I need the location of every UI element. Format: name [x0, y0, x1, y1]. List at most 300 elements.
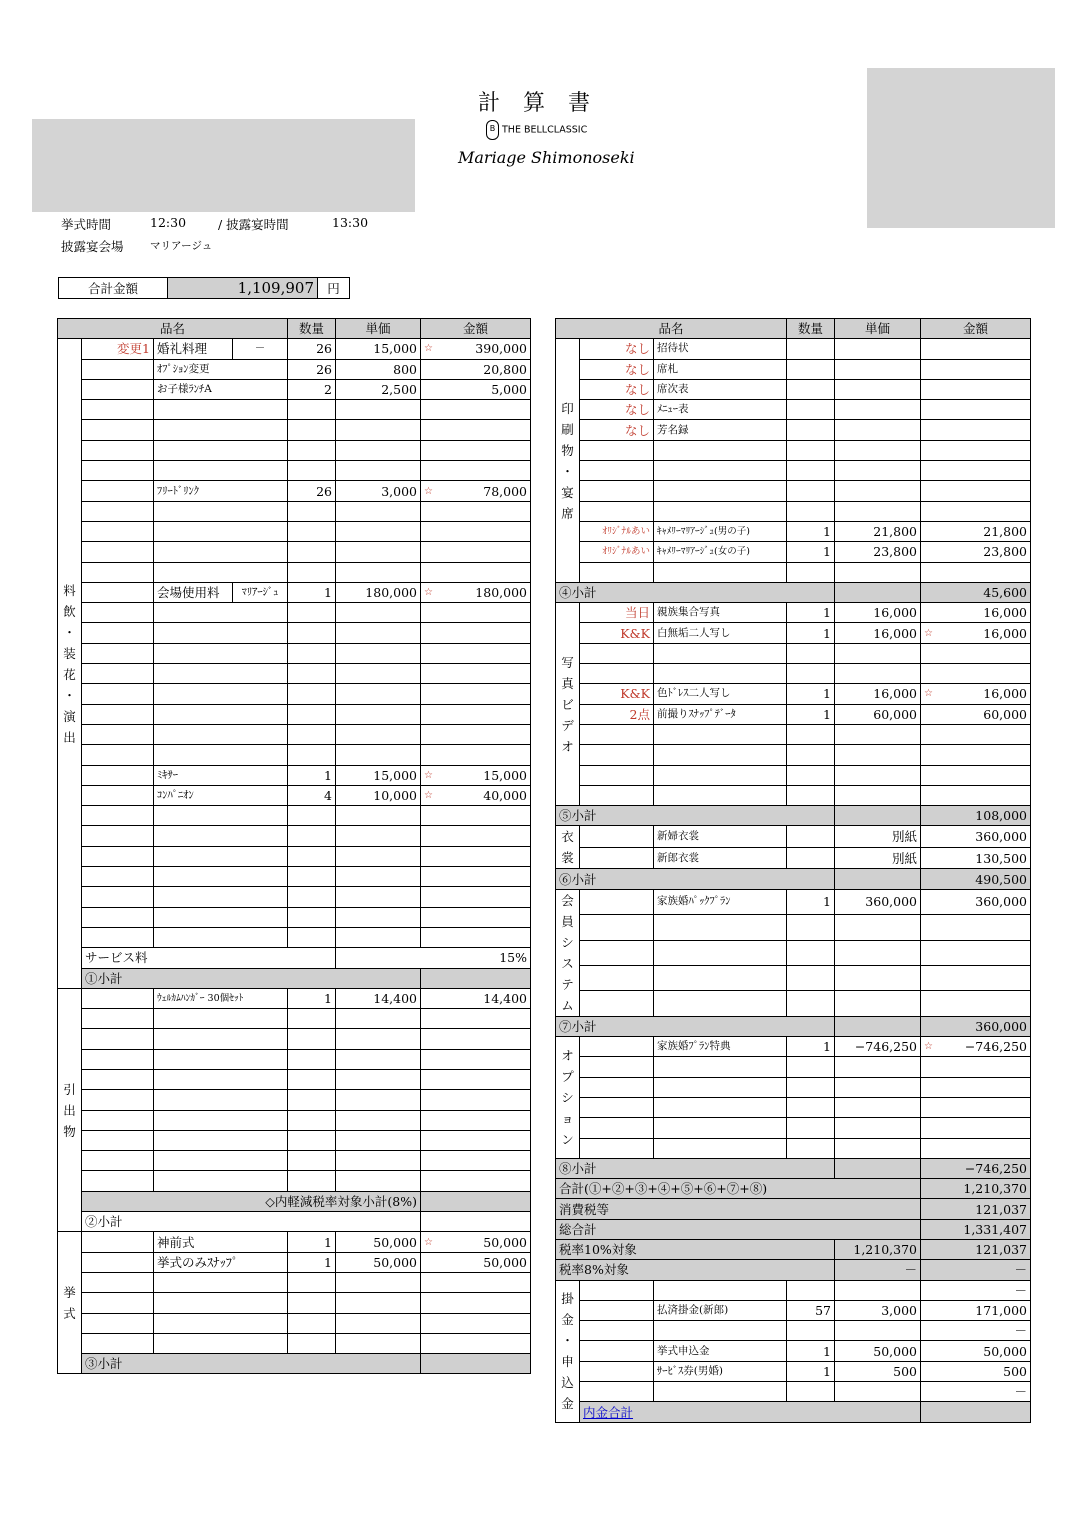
item-qty — [787, 745, 835, 765]
item-price — [336, 867, 421, 887]
item-amount — [421, 785, 531, 805]
item-tag — [82, 359, 154, 379]
item-tag — [580, 481, 654, 501]
category-char: 写 — [561, 654, 574, 670]
item-qty — [787, 724, 835, 744]
category-char: ョ — [561, 1110, 574, 1126]
item-amount — [921, 765, 1031, 785]
subtotal-5-amount: 108,000 — [921, 806, 1031, 826]
star-icon: ☆ — [424, 587, 433, 598]
item-qty — [787, 420, 835, 440]
item-price — [336, 1272, 421, 1292]
item-name: ﾌﾘｰﾄﾞﾘﾝｸ — [154, 481, 288, 501]
item-tag — [580, 562, 654, 582]
table-row — [556, 400, 1031, 420]
item-tag — [580, 1057, 654, 1077]
table-row — [556, 1057, 1031, 1077]
table-row — [58, 1029, 531, 1049]
item-price — [336, 1151, 421, 1171]
item-name-wrap — [154, 583, 287, 602]
table-row — [58, 440, 531, 460]
item-price — [835, 379, 921, 399]
item-tag — [580, 1037, 654, 1057]
table-row — [58, 948, 531, 968]
item-tag: 変更1 — [82, 339, 154, 359]
item-qty: 2 — [288, 379, 336, 399]
tax-total-label: 消費税等 — [556, 1199, 921, 1219]
header-name: 品名 — [556, 319, 787, 339]
item-qty — [787, 1077, 835, 1097]
item-name — [654, 1057, 787, 1077]
table-row — [58, 1151, 531, 1171]
table-row — [58, 1212, 531, 1232]
table-row — [556, 1382, 1031, 1402]
subtotal-4-pad — [835, 582, 921, 602]
service-rate: 15% — [336, 948, 531, 968]
item-amount — [421, 481, 531, 501]
item-tag — [82, 1110, 154, 1130]
item-tag — [82, 846, 154, 866]
deposit-total-link[interactable]: 内金合計 — [583, 1404, 634, 1420]
star-icon: ☆ — [924, 627, 933, 639]
item-price — [835, 965, 921, 990]
category-char: 花 — [63, 666, 76, 682]
category-char: 飲 — [63, 603, 76, 619]
item-amount — [421, 1313, 531, 1333]
item-qty — [288, 684, 336, 704]
table-row — [58, 603, 531, 623]
table-row — [556, 889, 1031, 914]
item-qty — [288, 542, 336, 562]
item-tag — [82, 603, 154, 623]
item-amount — [921, 724, 1031, 744]
item-amount — [421, 867, 531, 887]
item-price: 別紙 — [835, 847, 921, 869]
subtotal-5-pad — [835, 806, 921, 826]
item-tag — [580, 991, 654, 1016]
item-price — [835, 420, 921, 440]
item-tag — [580, 440, 654, 460]
tax8-amount: － — [921, 1260, 1031, 1280]
item-price — [835, 400, 921, 420]
item-amount — [421, 887, 531, 907]
table-row — [556, 940, 1031, 965]
item-price — [835, 461, 921, 481]
brand-mark-icon: B — [486, 120, 499, 140]
item-tag: K&K — [580, 623, 654, 643]
star-icon: ☆ — [424, 343, 433, 355]
item-qty — [288, 927, 336, 947]
item-name — [654, 915, 787, 940]
item-name — [654, 481, 787, 501]
item-name: ﾒﾆｭｰ表 — [654, 400, 787, 420]
item-amount — [421, 846, 531, 866]
item-price — [336, 521, 421, 541]
table-row — [58, 1171, 531, 1191]
table-row — [58, 521, 531, 541]
item-amount — [921, 643, 1031, 663]
item-tag — [82, 1171, 154, 1191]
item-amount — [421, 623, 531, 643]
item-tag — [580, 664, 654, 684]
item-name — [154, 745, 288, 765]
item-tag — [82, 1333, 154, 1353]
item-name — [154, 1130, 288, 1150]
item-amount — [421, 826, 531, 846]
category-char: 員 — [561, 913, 574, 929]
item-price — [835, 643, 921, 663]
table-row — [556, 1199, 1031, 1219]
item-tag — [82, 1090, 154, 1110]
total-amount-box — [58, 277, 350, 299]
item-amount: 171,000 — [921, 1300, 1031, 1320]
table-row — [58, 420, 531, 440]
table-row — [58, 1009, 531, 1029]
header-amount: 金額 — [421, 319, 531, 339]
item-price — [835, 1138, 921, 1158]
item-price: 3,000 — [835, 1300, 921, 1320]
item-qty — [288, 501, 336, 521]
item-tag — [580, 1341, 654, 1361]
table-row — [58, 785, 531, 805]
item-price: 16,000 — [835, 603, 921, 623]
item-tag — [82, 643, 154, 663]
table-row — [556, 643, 1031, 663]
item-amount — [921, 745, 1031, 765]
item-tag — [580, 1361, 654, 1381]
tax-total-amount: 121,037 — [921, 1199, 1031, 1219]
item-name: ﾐｷｻｰ — [154, 765, 288, 785]
total-unit: 円 — [318, 278, 350, 299]
item-name: 挙式のみｽﾅｯﾌﾟ — [154, 1252, 288, 1272]
item-qty — [787, 643, 835, 663]
category-char: 席 — [561, 505, 574, 521]
item-name — [154, 1171, 288, 1191]
item-tag — [82, 501, 154, 521]
item-qty — [288, 1171, 336, 1191]
table-row — [556, 521, 1031, 541]
amount-value: 16,000 — [983, 625, 1027, 641]
item-tag — [580, 724, 654, 744]
item-tag — [82, 400, 154, 420]
category-deposit — [556, 1280, 580, 1422]
item-price — [336, 501, 421, 521]
item-price: 15,000 — [336, 765, 421, 785]
item-tag — [580, 461, 654, 481]
category-char: デ — [561, 717, 574, 733]
item-name — [154, 684, 288, 704]
item-amount — [921, 440, 1031, 460]
table-row — [556, 664, 1031, 684]
item-amount — [421, 603, 531, 623]
item-tag — [82, 582, 154, 602]
item-name — [154, 1313, 288, 1333]
item-tag — [82, 785, 154, 805]
item-price: 60,000 — [835, 704, 921, 724]
amount-value: 78,000 — [483, 483, 527, 499]
category-char: 宴 — [561, 484, 574, 500]
item-price — [835, 1118, 921, 1138]
item-price: 2,500 — [336, 379, 421, 399]
category-char: 込 — [561, 1375, 574, 1391]
brand-name: THE BELLCLASSIC — [502, 124, 588, 136]
header-price: 単価 — [835, 319, 921, 339]
item-price: 3,000 — [336, 481, 421, 501]
star-icon: ☆ — [424, 769, 433, 781]
item-amount — [921, 664, 1031, 684]
item-qty — [288, 704, 336, 724]
item-qty — [787, 1138, 835, 1158]
category-char: オ — [561, 738, 574, 754]
item-tag — [82, 1069, 154, 1089]
item-name: ｷｬﾒﾘｰﾏﾘｱｰｼﾞｭ(女の子) — [654, 542, 787, 562]
item-tag: なし — [580, 379, 654, 399]
item-amount — [421, 521, 531, 541]
item-amount — [421, 806, 531, 826]
item-amount — [421, 562, 531, 582]
item-price — [835, 359, 921, 379]
item-amount — [921, 481, 1031, 501]
item-qty — [787, 940, 835, 965]
table-row — [556, 869, 1031, 889]
table-row — [556, 339, 1031, 359]
reception-time-label: / 披露宴時間 — [218, 217, 289, 232]
item-name: 親族集合写真 — [654, 603, 787, 623]
tax10-base: 1,210,370 — [835, 1239, 921, 1259]
item-price — [336, 1049, 421, 1069]
header-name: 品名 — [58, 319, 288, 339]
item-price — [835, 785, 921, 805]
table-row — [556, 1402, 1031, 1422]
item-tag — [580, 965, 654, 990]
category-char: ン — [561, 1131, 574, 1147]
item-tag: ｵﾘｼﾞﾅﾙあい — [580, 521, 654, 541]
star-icon: ☆ — [924, 688, 933, 700]
item-name — [154, 887, 288, 907]
table-row — [58, 846, 531, 866]
item-name — [154, 1049, 288, 1069]
item-qty — [288, 1009, 336, 1029]
item-name — [154, 623, 288, 643]
item-name — [654, 440, 787, 460]
table-row — [556, 379, 1031, 399]
item-amount — [921, 603, 1031, 623]
item-tag — [82, 887, 154, 907]
item-amount — [421, 907, 531, 927]
table-row — [556, 1077, 1031, 1097]
item-qty — [288, 1049, 336, 1069]
item-name: 芳名録 — [654, 420, 787, 440]
table-row — [556, 420, 1031, 440]
item-qty — [787, 1321, 835, 1341]
category-char: 挙 — [63, 1284, 76, 1300]
subtotal-8-pad — [835, 1158, 921, 1178]
item-qty — [288, 643, 336, 663]
category-char: オ — [561, 1047, 574, 1063]
item-name — [154, 1009, 288, 1029]
item-amount — [421, 1069, 531, 1089]
table-row — [58, 339, 531, 359]
item-amount — [421, 765, 531, 785]
item-name: 白無垢二人写し — [654, 623, 787, 643]
subtotal-7-label: ⑦小計 — [556, 1016, 835, 1036]
table-row — [556, 542, 1031, 562]
venue-label: 披露宴会場 — [61, 239, 124, 254]
item-name: ｵﾌﾟｼｮﾝ変更 — [154, 359, 288, 379]
item-qty — [787, 1057, 835, 1077]
table-row — [556, 847, 1031, 869]
table-row — [58, 907, 531, 927]
item-amount — [421, 724, 531, 744]
item-name — [654, 562, 787, 582]
item-qty: 26 — [288, 339, 336, 359]
item-amount: 130,500 — [921, 847, 1031, 869]
item-qty — [787, 501, 835, 521]
item-price: 別紙 — [835, 826, 921, 848]
table-row — [58, 1232, 531, 1252]
category-char: ビ — [561, 696, 574, 712]
item-tag — [82, 1151, 154, 1171]
item-qty: 1 — [787, 704, 835, 724]
item-amount — [421, 684, 531, 704]
item-tag — [580, 501, 654, 521]
star-icon: ☆ — [924, 1041, 933, 1053]
item-price — [336, 1009, 421, 1029]
table-row — [556, 826, 1031, 848]
subtotal-8-label: ⑧小計 — [556, 1158, 835, 1178]
item-name — [154, 927, 288, 947]
item-qty — [288, 907, 336, 927]
item-name — [154, 1151, 288, 1171]
subtotal-2-pad — [421, 1212, 531, 1232]
item-price — [835, 1382, 921, 1402]
item-qty — [288, 1272, 336, 1292]
category-char: 演 — [63, 708, 76, 724]
item-name — [154, 1293, 288, 1313]
category-char: プ — [561, 1068, 574, 1084]
category-print — [556, 339, 580, 583]
item-tag — [82, 542, 154, 562]
amount-value: 23,800 — [983, 544, 1027, 560]
item-amount — [421, 927, 531, 947]
amount-value: 16,000 — [983, 605, 1027, 621]
item-amount — [421, 1171, 531, 1191]
item-price — [336, 806, 421, 826]
item-name — [654, 765, 787, 785]
table-row — [58, 745, 531, 765]
item-qty — [787, 847, 835, 869]
item-name — [654, 1280, 787, 1300]
item-price — [336, 1293, 421, 1313]
sum-total-label: 合計(①+②+③+④+⑤+⑥+⑦+⑧) — [556, 1179, 921, 1199]
item-qty: 1 — [787, 603, 835, 623]
item-qty — [288, 1069, 336, 1089]
item-name — [154, 501, 288, 521]
table-row — [58, 1191, 531, 1211]
item-amount — [421, 1333, 531, 1353]
item-amount — [921, 1057, 1031, 1077]
item-price — [336, 704, 421, 724]
item-price: 180,000 — [336, 582, 421, 602]
item-qty — [288, 562, 336, 582]
table-row — [556, 1321, 1031, 1341]
table-row — [58, 1049, 531, 1069]
item-name: 新婦衣裳 — [654, 826, 787, 848]
item-amount — [921, 965, 1031, 990]
item-name — [154, 643, 288, 663]
item-amount — [421, 1090, 531, 1110]
item-price: 14,400 — [336, 988, 421, 1008]
header-amount: 金額 — [921, 319, 1031, 339]
item-amount — [421, 1272, 531, 1292]
table-row — [58, 704, 531, 724]
item-amount — [421, 643, 531, 663]
table-row — [556, 965, 1031, 990]
item-price — [336, 1333, 421, 1353]
item-tag — [82, 1232, 154, 1252]
item-tag — [82, 724, 154, 744]
sum-total-amount: 1,210,370 — [921, 1179, 1031, 1199]
item-qty: 1 — [288, 582, 336, 602]
item-amount — [421, 704, 531, 724]
amount-value: −746,250 — [964, 1039, 1027, 1055]
table-row — [556, 562, 1031, 582]
item-qty — [787, 1097, 835, 1117]
item-tag: 2点 — [580, 704, 654, 724]
item-amount: 500 — [921, 1361, 1031, 1381]
item-price — [336, 887, 421, 907]
table-row — [58, 1110, 531, 1130]
table-row — [556, 501, 1031, 521]
item-price — [336, 461, 421, 481]
category-char: ・ — [63, 624, 76, 640]
amount-value: 390,000 — [475, 341, 527, 357]
category-char: 真 — [561, 675, 574, 691]
item-price — [336, 1069, 421, 1089]
item-qty — [288, 400, 336, 420]
item-amount — [921, 785, 1031, 805]
item-tag — [82, 988, 154, 1008]
item-name: 新郎衣裳 — [654, 847, 787, 869]
item-price — [835, 1057, 921, 1077]
item-tag: 当日 — [580, 603, 654, 623]
amount-value: 21,800 — [983, 524, 1027, 540]
category-char: 出 — [63, 1102, 76, 1118]
table-row — [58, 806, 531, 826]
item-price — [336, 1171, 421, 1191]
item-price — [835, 1097, 921, 1117]
subtotal-6-label: ⑥小計 — [556, 869, 835, 889]
category-char: 金 — [561, 1312, 574, 1328]
item-price: −746,250 — [835, 1037, 921, 1057]
item-amount — [921, 501, 1031, 521]
table-row — [58, 826, 531, 846]
item-price: 50,000 — [835, 1341, 921, 1361]
subtotal-6-pad — [835, 869, 921, 889]
item-price — [835, 724, 921, 744]
item-name — [654, 1138, 787, 1158]
item-name — [154, 582, 288, 602]
table-row — [556, 765, 1031, 785]
item-name — [154, 542, 288, 562]
category-char: 金 — [561, 1396, 574, 1412]
table-row — [556, 1239, 1031, 1259]
category-char: 物 — [561, 442, 574, 458]
category-char: ・ — [561, 1333, 574, 1349]
item-name-sub: － — [254, 342, 266, 355]
item-tag — [82, 420, 154, 440]
item-name — [154, 1272, 288, 1292]
